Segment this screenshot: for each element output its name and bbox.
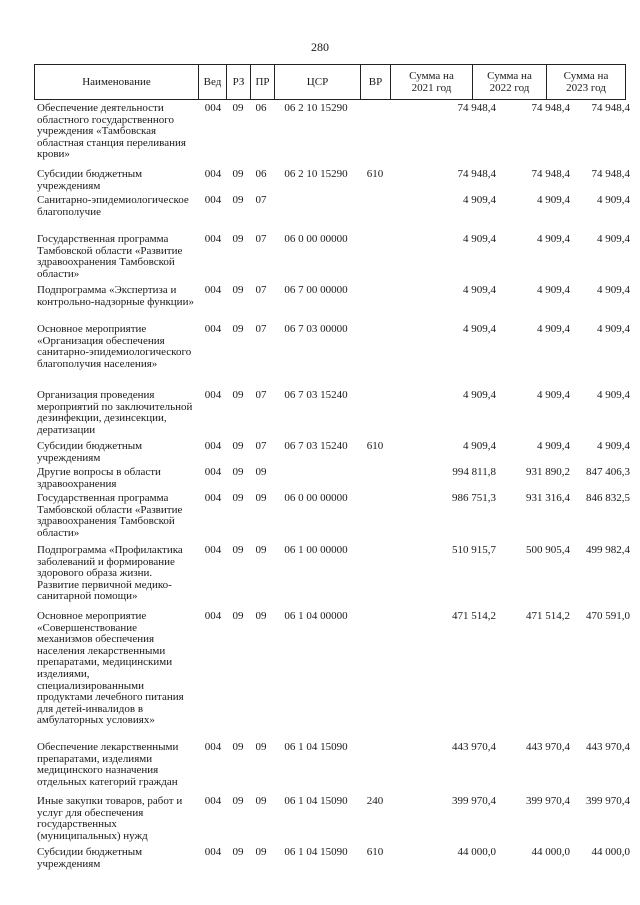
row-csr: 06 2 10 15290: [284, 102, 348, 114]
row-ved: 004: [204, 466, 222, 478]
row-name: Санитарно-эпидемиологическое благополучие: [37, 194, 189, 218]
row-ved: 004: [204, 440, 222, 452]
row-name: Субсидии бюджетным учреждениям: [37, 440, 143, 464]
row-pr: 06: [255, 168, 267, 180]
table-header: [34, 64, 626, 100]
row-sum-2022: 4 909,4: [537, 233, 570, 245]
row-sum-2023: 4 909,4: [597, 194, 630, 206]
row-sum-2022: 4 909,4: [537, 323, 570, 335]
header-sum-2023: Сумма на 2023 год: [563, 70, 609, 94]
row-sum-2021: 74 948,4: [457, 168, 496, 180]
row-pr: 09: [255, 795, 267, 807]
row-sum-2021: 471 514,2: [452, 610, 496, 622]
row-sum-2022: 500 905,4: [526, 544, 570, 556]
row-sum-2022: 74 948,4: [531, 102, 570, 114]
row-name: Обеспечение лекарственными препаратами, изделиями медицинского назначения отдельных категорий граждан: [37, 741, 179, 788]
row-rz: 09: [232, 233, 244, 245]
row-name: Подпрограмма «Профилактика заболеваний и формирование здорового образа жизни. Развитие первичной медико-санитарной помощи»: [37, 544, 183, 603]
page-number: 280: [311, 40, 329, 54]
row-ved: 004: [204, 168, 222, 180]
row-pr: 09: [255, 610, 267, 622]
row-sum-2023: 443 970,4: [586, 741, 630, 753]
row-sum-2022: 4 909,4: [537, 284, 570, 296]
row-sum-2021: 510 915,7: [452, 544, 496, 556]
row-rz: 09: [232, 492, 244, 504]
row-ved: 004: [204, 233, 222, 245]
row-sum-2022: 4 909,4: [537, 194, 570, 206]
row-vr: 610: [366, 846, 384, 858]
row-sum-2023: 74 948,4: [591, 102, 630, 114]
row-pr: 09: [255, 544, 267, 556]
row-rz: 09: [232, 102, 244, 114]
row-pr: 07: [255, 194, 267, 206]
row-sum-2021: 4 909,4: [463, 389, 496, 401]
row-name: Обеспечение деятельности областного государственного учреждения «Тамбовская областная станция переливания крови»: [37, 102, 186, 161]
row-sum-2023: 846 832,5: [586, 492, 630, 504]
row-csr: 06 7 03 15240: [284, 440, 348, 452]
row-pr: 09: [255, 846, 267, 858]
row-sum-2023: 4 909,4: [597, 323, 630, 335]
row-csr: 06 2 10 15290: [284, 168, 348, 180]
row-pr: 07: [255, 440, 267, 452]
row-sum-2022: 443 970,4: [526, 741, 570, 753]
row-rz: 09: [232, 440, 244, 452]
row-rz: 09: [232, 323, 244, 335]
row-ved: 004: [204, 741, 222, 753]
row-rz: 09: [232, 741, 244, 753]
row-rz: 09: [232, 610, 244, 622]
row-sum-2021: 4 909,4: [463, 233, 496, 245]
row-pr: 09: [255, 741, 267, 753]
row-csr: 06 0 00 00000: [284, 492, 348, 504]
row-rz: 09: [232, 389, 244, 401]
row-sum-2021: 4 909,4: [463, 194, 496, 206]
row-name: Основное мероприятие «Совершенствование механизмов обеспечения населения лекарственными препаратами, медицинскими изделиями, специализированными продуктами лечебного питания для детей-инвалидов в амбулаторных условиях»: [37, 610, 184, 727]
row-sum-2021: 74 948,4: [457, 102, 496, 114]
row-ved: 004: [204, 795, 222, 807]
header-name: Наименование: [35, 65, 199, 99]
row-pr: 09: [255, 492, 267, 504]
row-sum-2023: 399 970,4: [586, 795, 630, 807]
row-sum-2021: 4 909,4: [463, 284, 496, 296]
row-csr: 06 1 04 15090: [284, 795, 348, 807]
row-sum-2021: 4 909,4: [463, 440, 496, 452]
header-rz: РЗ: [227, 65, 251, 99]
header-pr: ПР: [251, 65, 275, 99]
row-sum-2022: 74 948,4: [531, 168, 570, 180]
row-ved: 004: [204, 389, 222, 401]
row-sum-2023: 4 909,4: [597, 389, 630, 401]
row-name: Субсидии бюджетным учреждениям: [37, 168, 143, 192]
row-csr: 06 7 00 00000: [284, 284, 348, 296]
row-pr: 09: [255, 466, 267, 478]
row-rz: 09: [232, 168, 244, 180]
row-ved: 004: [204, 610, 222, 622]
row-vr: 610: [366, 168, 384, 180]
row-pr: 06: [255, 102, 267, 114]
row-pr: 07: [255, 323, 267, 335]
row-name: Организация проведения мероприятий по заключительной дезинфекции, дезинсекции, дератизации: [37, 389, 193, 436]
header-vr: ВР: [361, 65, 391, 99]
row-sum-2023: 499 982,4: [586, 544, 630, 556]
row-csr: 06 1 04 15090: [284, 741, 348, 753]
row-sum-2023: 4 909,4: [597, 284, 630, 296]
row-csr: 06 1 00 00000: [284, 544, 348, 556]
row-sum-2021: 443 970,4: [452, 741, 496, 753]
row-ved: 004: [204, 284, 222, 296]
row-sum-2021: 994 811,8: [452, 466, 496, 478]
row-sum-2022: 471 514,2: [526, 610, 570, 622]
row-ved: 004: [204, 194, 222, 206]
header-csr: ЦСР: [275, 65, 361, 99]
row-sum-2022: 44 000,0: [531, 846, 570, 858]
row-sum-2021: 44 000,0: [457, 846, 496, 858]
header-sum-2021: Сумма на 2021 год: [391, 65, 473, 99]
row-name: Основное мероприятие «Организация обеспечения санитарно-эпидемиологического благополучия населения»: [37, 323, 192, 370]
row-rz: 09: [232, 284, 244, 296]
row-sum-2022: 931 316,4: [526, 492, 570, 504]
row-sum-2023: 74 948,4: [591, 168, 630, 180]
row-sum-2022: 4 909,4: [537, 389, 570, 401]
row-sum-2023: 4 909,4: [597, 233, 630, 245]
row-ved: 004: [204, 323, 222, 335]
row-csr: 06 0 00 00000: [284, 233, 348, 245]
row-vr: 610: [366, 440, 384, 452]
row-name: Подпрограмма «Экспертиза и контрольно-надзорные функции»: [37, 284, 194, 308]
row-name: Государственная программа Тамбовской области «Развитие здравоохранения Тамбовской области»: [37, 492, 183, 539]
row-csr: 06 1 04 00000: [284, 610, 348, 622]
row-sum-2023: 847 406,3: [586, 466, 630, 478]
header-sum-2022: Сумма на 2022 год: [473, 65, 547, 99]
row-sum-2023: 470 591,0: [586, 610, 630, 622]
row-sum-2023: 44 000,0: [591, 846, 630, 858]
row-name: Иные закупки товаров, работ и услуг для обеспечения государственных (муниципальных) нужд: [37, 795, 183, 842]
row-sum-2021: 4 909,4: [463, 323, 496, 335]
row-pr: 07: [255, 389, 267, 401]
row-name: Другие вопросы в области здравоохранения: [37, 466, 161, 490]
row-rz: 09: [232, 466, 244, 478]
row-name: Государственная программа Тамбовской области «Развитие здравоохранения Тамбовской области»: [37, 233, 183, 280]
row-csr: 06 1 04 15090: [284, 846, 348, 858]
row-csr: 06 7 03 15240: [284, 389, 348, 401]
row-vr: 240: [366, 795, 384, 807]
row-sum-2022: 4 909,4: [537, 440, 570, 452]
row-sum-2022: 931 890,2: [526, 466, 570, 478]
row-ved: 004: [204, 846, 222, 858]
header-ved: Вед: [199, 65, 227, 99]
row-csr: 06 7 03 00000: [284, 323, 348, 335]
row-ved: 004: [204, 492, 222, 504]
row-pr: 07: [255, 284, 267, 296]
row-ved: 004: [204, 544, 222, 556]
row-rz: 09: [232, 846, 244, 858]
row-rz: 09: [232, 194, 244, 206]
row-sum-2023: 4 909,4: [597, 440, 630, 452]
row-sum-2021: 986 751,3: [452, 492, 496, 504]
row-pr: 07: [255, 233, 267, 245]
row-sum-2022: 399 970,4: [526, 795, 570, 807]
row-name: Субсидии бюджетным учреждениям: [37, 846, 143, 870]
row-rz: 09: [232, 544, 244, 556]
row-sum-2021: 399 970,4: [452, 795, 496, 807]
row-ved: 004: [204, 102, 222, 114]
row-rz: 09: [232, 795, 244, 807]
